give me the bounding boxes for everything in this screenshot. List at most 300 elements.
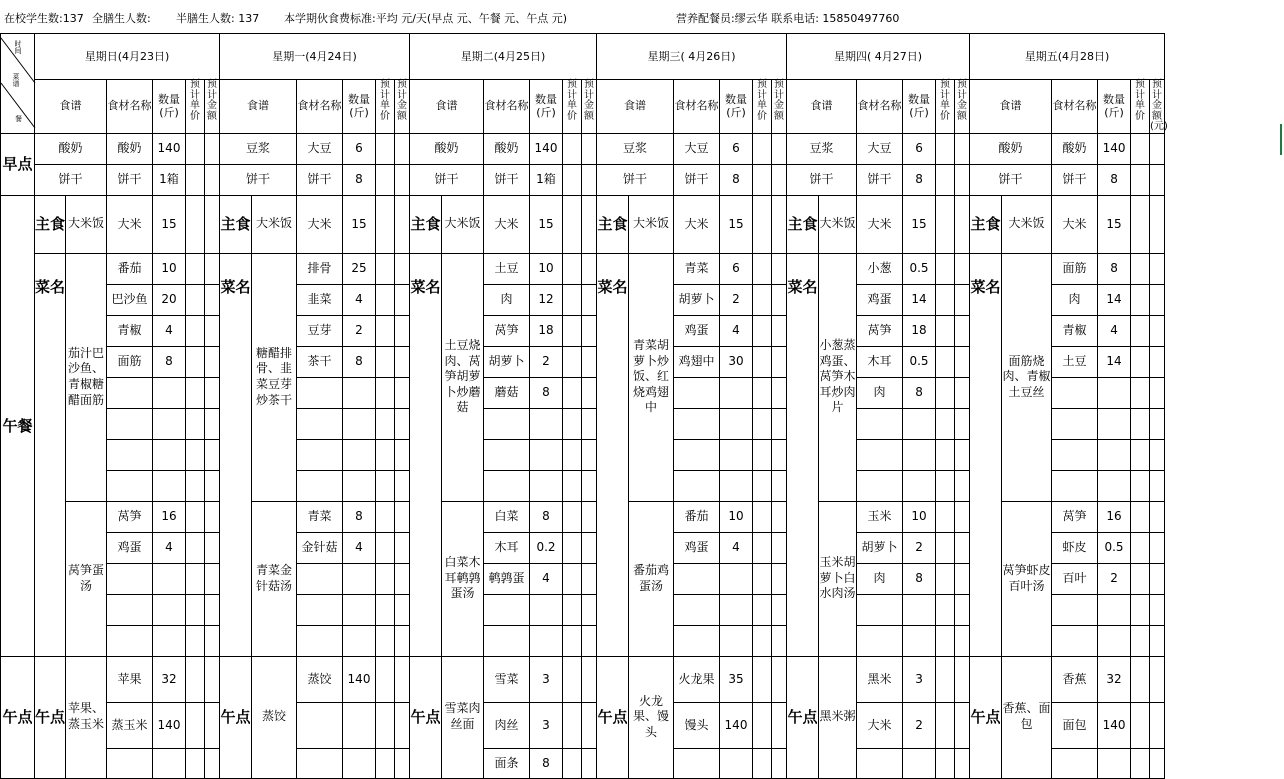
dish-item: 肉 (1052, 284, 1098, 315)
snack-item: 蒸玉米 (107, 702, 153, 748)
amount-cell (582, 748, 597, 778)
dish-item (674, 625, 720, 656)
breakfast-recipe: 饼干 (220, 164, 297, 195)
col-recipe: 食谱 (410, 80, 484, 134)
unit-price-cell (186, 253, 205, 284)
amount-cell (955, 470, 970, 501)
amount-cell (205, 408, 220, 439)
dish-qty: 2 (343, 315, 376, 346)
snack-item (107, 748, 153, 778)
unit-price-cell (1131, 164, 1150, 195)
dish-item (107, 408, 153, 439)
snack-label: 午点 (787, 656, 819, 778)
breakfast-item: 饼干 (107, 164, 153, 195)
dish-qty: 20 (153, 284, 186, 315)
dish-qty (720, 408, 753, 439)
dish-item (297, 408, 343, 439)
amount-cell (395, 164, 410, 195)
unit-price-cell (563, 133, 582, 164)
amount-cell (772, 702, 787, 748)
snack-item (674, 748, 720, 778)
dish-recipe: 糖醋排骨、韭菜豆芽炒茶干 (252, 253, 297, 501)
dish-qty: 2 (530, 346, 563, 377)
amount-cell (205, 195, 220, 253)
staple-label: 主食 (970, 195, 1002, 253)
amount-cell (772, 164, 787, 195)
amount-cell (395, 408, 410, 439)
unit-price-cell (753, 253, 772, 284)
dish-qty: 4 (530, 563, 563, 594)
dish-qty (903, 625, 936, 656)
unit-price-cell (376, 470, 395, 501)
unit-price-cell (563, 470, 582, 501)
amount-cell (1150, 315, 1165, 346)
amount-cell (395, 346, 410, 377)
corner-header (1, 34, 35, 134)
unit-price-cell (936, 501, 955, 532)
day-header: 星期二(4月25日) (410, 34, 597, 80)
dish-qty (153, 625, 186, 656)
dish-qty (903, 408, 936, 439)
dish-qty (720, 439, 753, 470)
dish-qty: 8 (343, 346, 376, 377)
dish-item: 巴沙鱼 (107, 284, 153, 315)
col-ingredient: 食材名称 (107, 80, 153, 134)
amount-cell (205, 625, 220, 656)
unit-price-cell (753, 625, 772, 656)
dish-item: 莴笋 (857, 315, 903, 346)
dish-item: 土豆 (1052, 346, 1098, 377)
unit-price-cell (1131, 439, 1150, 470)
dish-qty: 4 (343, 532, 376, 563)
dish-item (1052, 377, 1098, 408)
amount-cell (205, 346, 220, 377)
staple-recipe: 大米饭 (1002, 195, 1052, 253)
dishes-label: 菜名 (970, 253, 1002, 656)
unit-price-cell (1131, 315, 1150, 346)
dish-item: 胡萝卜 (857, 532, 903, 563)
dish-item: 鸡蛋 (107, 532, 153, 563)
unit-price-cell (753, 195, 772, 253)
unit-price-cell (186, 470, 205, 501)
staple-qty: 15 (903, 195, 936, 253)
student-count: 在校学生数:137 (4, 12, 84, 25)
dish-item (1052, 439, 1098, 470)
snack-qty (343, 748, 376, 778)
unit-price-cell (186, 408, 205, 439)
unit-price-cell (563, 501, 582, 532)
snack-item: 肉丝 (484, 702, 530, 748)
unit-price-cell (376, 164, 395, 195)
unit-price-cell (753, 315, 772, 346)
dish-item: 青椒 (1052, 315, 1098, 346)
unit-price-cell (186, 702, 205, 748)
amount-cell (395, 195, 410, 253)
amount-cell (582, 625, 597, 656)
amount-cell (205, 284, 220, 315)
dishes-label: 菜名 (220, 253, 252, 656)
staple-recipe: 大米饭 (442, 195, 484, 253)
amount-cell (772, 532, 787, 563)
unit-price-cell (186, 748, 205, 778)
unit-price-cell (186, 346, 205, 377)
dish-item (297, 625, 343, 656)
dish-qty: 2 (720, 284, 753, 315)
snack-item (857, 748, 903, 778)
unit-price-cell (753, 594, 772, 625)
dish-item (107, 470, 153, 501)
snack-qty (903, 748, 936, 778)
amount-cell (772, 284, 787, 315)
col-ingredient: 食材名称 (857, 80, 903, 134)
unit-price-cell (753, 284, 772, 315)
amount-cell (582, 470, 597, 501)
amount-cell (955, 656, 970, 702)
amount-cell (1150, 563, 1165, 594)
unit-price-cell (936, 439, 955, 470)
dish-qty (530, 408, 563, 439)
unit-price-cell (563, 625, 582, 656)
amount-cell (1150, 164, 1165, 195)
amount-cell (582, 195, 597, 253)
breakfast-qty: 8 (720, 164, 753, 195)
col-recipe: 食谱 (35, 80, 107, 134)
dish-item (674, 439, 720, 470)
dish-item (297, 377, 343, 408)
amount-cell (772, 133, 787, 164)
unit-price-cell (936, 164, 955, 195)
dish-item (484, 625, 530, 656)
breakfast-recipe: 酸奶 (35, 133, 107, 164)
dish-item: 百叶 (1052, 563, 1098, 594)
fee-standard: 本学期伙食费标准:平均 元/天(早点 元、午餐 元、午点 元) (284, 12, 567, 25)
corner-category: 菜谱 (12, 73, 20, 89)
day-header: 星期日(4月23日) (35, 34, 220, 80)
snack-qty: 32 (1098, 656, 1131, 702)
dish-item: 胡萝卜 (484, 346, 530, 377)
breakfast-item: 饼干 (857, 164, 903, 195)
col-qty: 数量(斤) (343, 80, 376, 134)
amount-cell (772, 470, 787, 501)
dish-recipe: 土豆烧肉、莴笋胡萝卜炒蘑菇 (442, 253, 484, 501)
dish-qty (903, 439, 936, 470)
dish-qty: 4 (720, 532, 753, 563)
dish-item: 小葱 (857, 253, 903, 284)
table-row (1, 195, 1165, 253)
col-qty: 数量(斤) (153, 80, 186, 134)
dish-qty: 8 (1098, 253, 1131, 284)
amount-cell (772, 377, 787, 408)
amount-cell (772, 195, 787, 253)
unit-price-cell (376, 195, 395, 253)
unit-price-cell (936, 284, 955, 315)
dishes-label: 菜名 (410, 253, 442, 656)
dish-qty: 25 (343, 253, 376, 284)
breakfast-item: 大豆 (857, 133, 903, 164)
dish-qty (530, 625, 563, 656)
dish-qty: 4 (343, 284, 376, 315)
staple-recipe: 大米饭 (66, 195, 107, 253)
unit-price-cell (1131, 195, 1150, 253)
unit-price-cell (563, 439, 582, 470)
amount-cell (395, 439, 410, 470)
amount-cell (582, 563, 597, 594)
breakfast-recipe: 饼干 (35, 164, 107, 195)
dish-recipe: 莴笋蛋汤 (66, 501, 107, 656)
dish-qty: 8 (343, 501, 376, 532)
dish-item: 莴笋 (1052, 501, 1098, 532)
col-qty: 数量(斤) (1098, 80, 1131, 134)
dish-qty (720, 377, 753, 408)
amount-cell (955, 284, 970, 315)
dish-item (297, 563, 343, 594)
amount-cell (582, 253, 597, 284)
unit-price-cell (376, 439, 395, 470)
table-row (1, 133, 1165, 164)
dish-qty: 4 (720, 315, 753, 346)
dishes-label: 菜名 (787, 253, 819, 656)
dish-qty (153, 377, 186, 408)
snack-recipe: 火龙果、馒头 (629, 656, 674, 778)
dish-qty: 4 (153, 532, 186, 563)
snack-qty (720, 748, 753, 778)
dish-qty (343, 470, 376, 501)
breakfast-qty: 140 (1098, 133, 1131, 164)
dish-qty: 10 (153, 253, 186, 284)
unit-price-cell (753, 563, 772, 594)
unit-price-cell (186, 656, 205, 702)
dish-item (107, 625, 153, 656)
unit-price-cell (563, 656, 582, 702)
amount-cell (772, 253, 787, 284)
amount-cell (582, 656, 597, 702)
table-row (1, 34, 1165, 80)
breakfast-qty: 1箱 (153, 164, 186, 195)
dish-qty: 30 (720, 346, 753, 377)
dish-qty (903, 594, 936, 625)
dish-item: 豆芽 (297, 315, 343, 346)
snack-item: 蒸饺 (297, 656, 343, 702)
snack-qty: 32 (153, 656, 186, 702)
amount-cell (205, 501, 220, 532)
staple-qty: 15 (153, 195, 186, 253)
unit-price-cell (936, 408, 955, 439)
unit-price-cell (376, 625, 395, 656)
amount-cell (205, 439, 220, 470)
amount-cell (772, 748, 787, 778)
snack-label: 午点 (35, 656, 66, 778)
amount-cell (582, 346, 597, 377)
amount-cell (205, 253, 220, 284)
unit-price-cell (936, 195, 955, 253)
dish-item (484, 594, 530, 625)
snack-recipe: 黑米粥 (819, 656, 857, 778)
snack-item (1052, 748, 1098, 778)
dish-item: 鸡蛋 (674, 532, 720, 563)
breakfast-item: 饼干 (1052, 164, 1098, 195)
day-header: 星期三( 4月26日) (597, 34, 787, 80)
amount-cell (395, 656, 410, 702)
unit-price-cell (753, 164, 772, 195)
unit-price-cell (186, 133, 205, 164)
dish-qty (1098, 594, 1131, 625)
unit-price-cell (936, 656, 955, 702)
staple-recipe: 大米饭 (819, 195, 857, 253)
snack-label: 午点 (220, 656, 252, 778)
dish-recipe: 面筋烧肉、青椒土豆丝 (1002, 253, 1052, 501)
unit-price-cell (186, 625, 205, 656)
dish-qty (343, 563, 376, 594)
dish-qty: 8 (903, 563, 936, 594)
amount-cell (772, 625, 787, 656)
dish-item (297, 470, 343, 501)
snack-qty: 140 (153, 702, 186, 748)
snack-qty (153, 748, 186, 778)
dish-item: 青菜 (297, 501, 343, 532)
dish-item (674, 377, 720, 408)
amount-cell (395, 532, 410, 563)
amount-cell (955, 195, 970, 253)
dish-qty (1098, 408, 1131, 439)
dish-qty (720, 625, 753, 656)
unit-price-cell (563, 563, 582, 594)
unit-price-cell (376, 346, 395, 377)
unit-price-cell (186, 501, 205, 532)
unit-price-cell (1131, 133, 1150, 164)
amount-cell (582, 133, 597, 164)
col-amount: 预计金额 (395, 80, 410, 134)
amount-cell (1150, 656, 1165, 702)
snack-item: 雪菜 (484, 656, 530, 702)
breakfast-item: 大豆 (674, 133, 720, 164)
day-header: 星期四( 4月27日) (787, 34, 970, 80)
dish-item (674, 470, 720, 501)
col-unit-price: 预计单价 (753, 80, 772, 134)
unit-price-cell (1131, 748, 1150, 778)
breakfast-recipe: 豆浆 (597, 133, 674, 164)
snack-qty: 140 (1098, 702, 1131, 748)
dish-qty (720, 594, 753, 625)
dish-qty (153, 470, 186, 501)
breakfast-recipe: 豆浆 (220, 133, 297, 164)
breakfast-qty: 8 (903, 164, 936, 195)
col-qty: 数量(斤) (530, 80, 563, 134)
breakfast-recipe: 豆浆 (787, 133, 857, 164)
unit-price-cell (936, 594, 955, 625)
dish-item: 木耳 (857, 346, 903, 377)
dish-item: 胡萝卜 (674, 284, 720, 315)
dish-qty (1098, 470, 1131, 501)
unit-price-cell (376, 284, 395, 315)
sheet-header (0, 0, 1284, 34)
amount-cell (205, 563, 220, 594)
amount-cell (772, 594, 787, 625)
day-header: 星期一(4月24日) (220, 34, 410, 80)
dish-qty (153, 563, 186, 594)
dish-item: 虾皮 (1052, 532, 1098, 563)
snack-item: 黑米 (857, 656, 903, 702)
dish-qty: 8 (530, 501, 563, 532)
dish-qty (153, 408, 186, 439)
breakfast-item: 酸奶 (484, 133, 530, 164)
dish-qty: 14 (903, 284, 936, 315)
breakfast-qty: 6 (720, 133, 753, 164)
dish-qty: 4 (1098, 315, 1131, 346)
table-row (1, 164, 1165, 195)
breakfast-item: 酸奶 (1052, 133, 1098, 164)
unit-price-cell (753, 377, 772, 408)
dish-qty (343, 594, 376, 625)
col-amount: 预计金额 (772, 80, 787, 134)
col-ingredient: 食材名称 (297, 80, 343, 134)
unit-price-cell (563, 748, 582, 778)
cell-cursor (1280, 124, 1282, 155)
amount-cell (955, 346, 970, 377)
dish-item: 肉 (857, 377, 903, 408)
dish-qty: 18 (530, 315, 563, 346)
dish-item: 肉 (484, 284, 530, 315)
nutrition-staff: 营养配餐员:缪云华 联系电话: 15850497760 (676, 12, 900, 25)
amount-cell (582, 594, 597, 625)
amount-cell (395, 625, 410, 656)
dish-qty (1098, 439, 1131, 470)
unit-price-cell (753, 408, 772, 439)
amount-cell (205, 532, 220, 563)
unit-price-cell (936, 470, 955, 501)
unit-price-cell (936, 377, 955, 408)
breakfast-recipe: 酸奶 (970, 133, 1052, 164)
amount-cell (205, 656, 220, 702)
dish-qty: 16 (1098, 501, 1131, 532)
amount-cell (395, 133, 410, 164)
unit-price-cell (753, 470, 772, 501)
dish-item: 青椒 (107, 315, 153, 346)
staple-qty: 15 (530, 195, 563, 253)
staple-label: 主食 (220, 195, 252, 253)
amount-cell (955, 164, 970, 195)
breakfast-recipe: 饼干 (787, 164, 857, 195)
dish-item: 鸡蛋 (857, 284, 903, 315)
col-recipe: 食谱 (220, 80, 297, 134)
amount-cell (582, 408, 597, 439)
unit-price-cell (1131, 284, 1150, 315)
staple-recipe: 大米饭 (629, 195, 674, 253)
snack-recipe: 雪菜肉丝面 (442, 656, 484, 778)
snack-item: 大米 (857, 702, 903, 748)
dishes-label: 菜名 (35, 253, 66, 656)
col-qty: 数量(斤) (903, 80, 936, 134)
amount-cell (395, 702, 410, 748)
unit-price-cell (563, 195, 582, 253)
unit-price-cell (936, 346, 955, 377)
unit-price-cell (563, 532, 582, 563)
corner-meal: 餐 (15, 115, 22, 124)
breakfast-qty: 6 (343, 133, 376, 164)
snack-label: 午点 (970, 656, 1002, 778)
unit-price-cell (376, 656, 395, 702)
amount-cell (772, 501, 787, 532)
staple-qty: 15 (1098, 195, 1131, 253)
dish-qty (530, 439, 563, 470)
snack-item: 香蕉 (1052, 656, 1098, 702)
dish-qty: 10 (720, 501, 753, 532)
col-recipe: 食谱 (787, 80, 857, 134)
dish-item: 白菜 (484, 501, 530, 532)
unit-price-cell (936, 315, 955, 346)
dish-item (1052, 625, 1098, 656)
amount-cell (1150, 195, 1165, 253)
unit-price-cell (1131, 532, 1150, 563)
